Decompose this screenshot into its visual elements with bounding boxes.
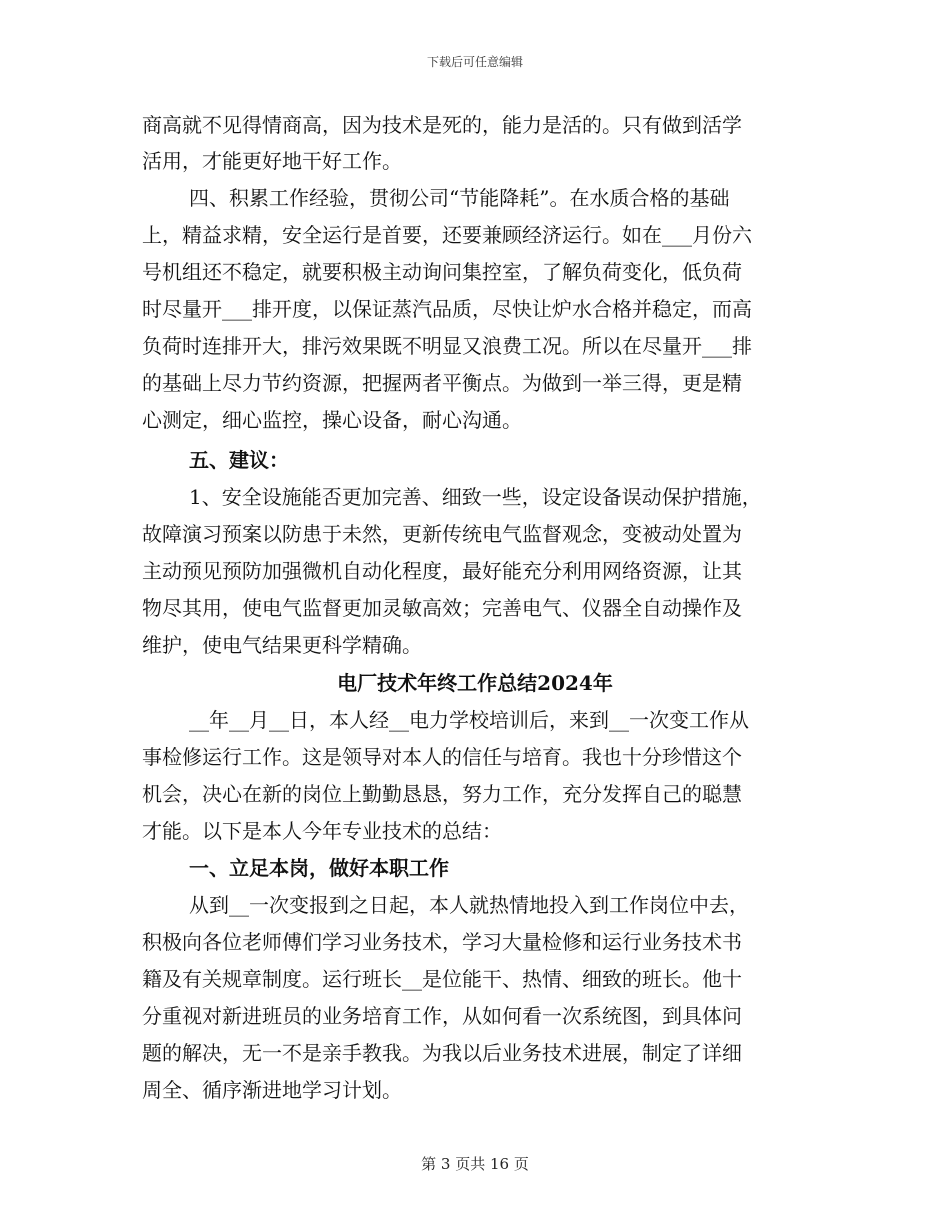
section-heading: 一、立足本岗，做好本职工作 bbox=[189, 856, 449, 880]
text-line: 活用，才能更好地干好工作。 bbox=[142, 149, 402, 173]
section-heading: 五、建议： bbox=[189, 448, 289, 472]
text-line: 题的解决，无一不是亲手教我。为我以后业务技术进展，制定了详细 bbox=[142, 1041, 742, 1065]
text-line: 从到__一次变报到之日起，本人就热情地投入到工作岗位中去， bbox=[189, 893, 749, 917]
page-number: 第 3 页共 16 页 bbox=[421, 1155, 529, 1173]
text-line: 1、安全设施能否更加完善、细致一些，设定设备误动保护措施， bbox=[189, 485, 762, 509]
text-line: 负荷时连排开大，排污效果既不明显又浪费工况。所以在尽量开___排 bbox=[142, 334, 752, 358]
text-line: 心测定，细心监控，操心设备，耐心沟通。 bbox=[142, 408, 522, 432]
text-line: 号机组还不稳定，就要积极主动询问集控室，了解负荷变化，低负荷 bbox=[142, 260, 742, 284]
text-line: 上，精益求精，安全运行是首要，还要兼顾经济运行。如在___月份六 bbox=[142, 223, 752, 247]
text-line: 物尽其用，使电气监督更加灵敏高效；完善电气、仪器全自动操作及 bbox=[142, 596, 742, 620]
text-line: 四、积累工作经验，贯彻公司“节能降耗”。在水质合格的基础 bbox=[189, 186, 730, 210]
text-line: 籍及有关规章制度。运行班长__是位能干、热情、细致的班长。他十 bbox=[142, 967, 742, 991]
text-line: __年__月__日，本人经__电力学校培训后，来到__一次变工作从 bbox=[189, 708, 749, 732]
text-line: 维护，使电气结果更科学精确。 bbox=[142, 633, 422, 657]
text-line: 分重视对新进班员的业务培育工作，从如何看一次系统图，到具体问 bbox=[142, 1004, 742, 1028]
page-header: 下载后可任意编辑 bbox=[426, 55, 523, 69]
text-line: 机会，决心在新的岗位上勤勤恳恳，努力工作，充分发挥自己的聪慧 bbox=[142, 782, 742, 806]
text-line: 积极向各位老师傅们学习业务技术，学习大量检修和运行业务技术书 bbox=[142, 930, 742, 954]
document-title: 电厂技术年终工作总结2024年 bbox=[337, 671, 613, 695]
text-line: 的基础上尽力节约资源，把握两者平衡点。为做到一举三得，更是精 bbox=[142, 371, 742, 395]
text-line: 事检修运行工作。这是领导对本人的信任与培育。我也十分珍惜这个 bbox=[142, 745, 742, 769]
text-line: 才能。以下是本人今年专业技术的总结： bbox=[142, 819, 502, 843]
text-line: 商高就不见得情商高，因为技术是死的，能力是活的。只有做到活学 bbox=[142, 113, 742, 137]
text-line: 时尽量开___排开度，以保证蒸汽品质，尽快让炉水合格并稳定，而高 bbox=[142, 297, 752, 321]
text-line: 主动预见预防加强微机自动化程度，最好能充分利用网络资源，让其 bbox=[142, 559, 742, 583]
text-line: 故障演习预案以防患于未然，更新传统电气监督观念，变被动处置为 bbox=[142, 522, 742, 546]
text-line: 周全、循序渐进地学习计划。 bbox=[142, 1078, 402, 1102]
